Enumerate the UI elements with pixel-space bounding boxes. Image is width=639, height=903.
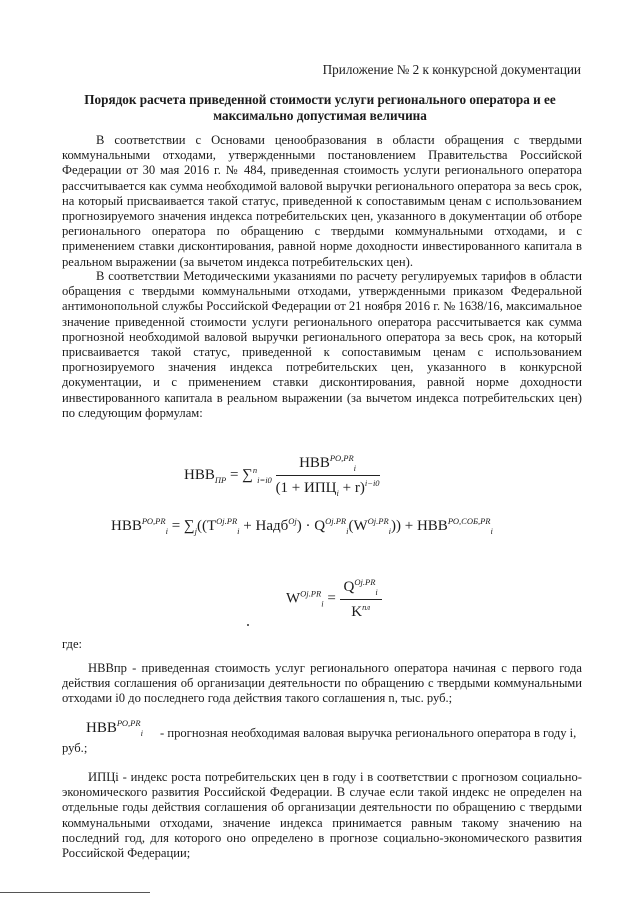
f2-t-sub: i <box>237 526 240 536</box>
f2-nadb-sup: Oj <box>288 516 297 526</box>
f1-eq: = ∑ <box>226 466 253 483</box>
f2-body: ((T <box>196 518 217 534</box>
f2-last-sup: РО,СОБ,PR <box>447 516 491 526</box>
f2-sum-sub: j <box>194 526 197 536</box>
scan-speck <box>247 624 249 626</box>
f3-lhs-sup: Oj.PR <box>300 588 322 599</box>
formula-npv <box>184 453 380 498</box>
f2-q: ) · Q <box>296 518 326 534</box>
document-title: Порядок расчета приведенной стоимости услуги регионального оператора и ее максимально допустимая величина <box>84 92 556 123</box>
f2-lhs: НВВ <box>111 518 142 534</box>
f1-numerator <box>276 453 380 476</box>
f1-num-text: НВВ <box>299 455 330 471</box>
f1-num-sup: РО,PR <box>329 453 354 463</box>
f2-lhs-sub: i <box>165 526 168 536</box>
f1-denominator <box>276 476 380 498</box>
d2-formula-text: НВВ <box>86 720 117 736</box>
f1-sum-sub: i=i0 <box>257 474 272 485</box>
f1-lhs-sub: ПР <box>214 474 227 485</box>
f1-lhs: НВВ <box>184 466 215 483</box>
formula-w <box>286 577 382 621</box>
f3-numerator <box>340 577 382 600</box>
f3-fraction <box>340 577 382 621</box>
f2-w-sup: Oj.PR <box>367 516 389 526</box>
f1-num-sub: i <box>353 463 357 473</box>
f2-q-sub: i <box>346 526 349 536</box>
f3-den-text: K <box>351 604 363 620</box>
definition-nvv-ro-text: - прогнозная необходимая валовая выручка регионального оператора в году i, <box>160 726 577 740</box>
f1-den-text: (1 + ИПЦ <box>275 480 337 496</box>
f2-nadb: + Надб <box>239 518 289 534</box>
paragraph-2: В соответствии Методическими указаниями по расчету регулируемых тарифов в области обращения с твердыми коммунальными отходами, утвержденными приказом Федеральной антимонопольной службы Российской Федерации от 21 ноября 2016 г. № 1638/16, максимальное значение приведенной стоимости услуги регионального оператора рассчитывается как сумма прогнозной необходимой валовой выручки регионального оператора за весь срок, на который присваивается такой статус, приведенной к сопоставимым ценам с использованием прогнозируемого значения индекса потребительских цен, указанного в конкурсной документации, и с применением ставки дисконтирования, равной норме доходности инвестированного капитала в реальном выражении (за вычетом индекса потребительских цен) по следующим формулам: <box>62 269 582 420</box>
f2-t-sup: Oj.PR <box>216 516 238 526</box>
annex-header: Приложение № 2 к конкурсной документации <box>322 62 581 77</box>
f2-last-sub: i <box>490 526 493 536</box>
d2-formula-sub: i <box>140 728 143 738</box>
f1-den-sup: i−i0 <box>364 478 380 488</box>
definition-nvv-ro-formula <box>86 718 143 738</box>
f2-q-sup: Oj.PR <box>325 516 347 526</box>
f2-close: )) + НВВ <box>391 518 448 534</box>
f3-num-sub: i <box>375 587 378 597</box>
paragraph-1: В соответствии с Основами ценообразования в области обращения с твердыми коммунальными отходами, утвержденными постановлением Правительства Российской Федерации от 30 мая 2016 г. № 484, приведенная стоимость услуги регионального оператора рассчитывается как сумма необходимой валовой выручки регионального оператора за весь срок, на который присваивается такой статус, приведенной к сопоставимым ценам с использованием прогнозируемого значения индекса потребительских цен, указанного в документации об отборе регионального оператора по обращению с твердыми коммунальными отходами, и с применением ставки дисконтирования, равной норме доходности инвестированного капитала в реальном выражении (за вычетом индекса потребительских цен). <box>62 133 582 269</box>
footnote-separator <box>0 892 150 893</box>
definition-nvv-pr: НВВпр - приведенная стоимость услуг регионального оператора начиная с первого года действия соглашения об организации деятельности по обращению с твердыми коммунальными отходами i0 до последнего года действия такого соглашения n, тыс. руб.; <box>62 661 582 706</box>
f2-w: (W <box>348 518 368 534</box>
f3-den-sup: пл <box>362 602 371 612</box>
f3-lhs-sub: i <box>321 598 324 609</box>
definition-nvv-ro-tail: руб.; <box>62 741 88 755</box>
f3-num-text: Q <box>343 579 355 595</box>
f2-w-sub: i <box>388 526 392 536</box>
f3-denominator <box>340 600 382 621</box>
definition-ipc: ИПЦi - индекс роста потребительских цен в году i в соответствии с прогнозом социально-экономического развития Российской Федерации. В случае если такой индекс не определен на отдельные годы действия соглашения об организации деятельности по обращению с твердыми коммунальными отходами, значение индекса принимается равным такому значению на последний год, для которого оно определено в прогнозе социально-экономического развития Российской Федерации; <box>62 770 582 861</box>
f3-num-sup: Oj.PR <box>354 577 376 587</box>
formula-nvv-ro <box>111 516 493 536</box>
f3-lhs: W <box>286 590 301 607</box>
f3-eq: = <box>323 590 340 607</box>
where-label: где: <box>62 637 83 651</box>
f1-fraction <box>276 453 380 498</box>
f1-sum-sup: n <box>252 464 258 475</box>
f1-den-tail: + r) <box>338 480 365 496</box>
f2-lhs-sup: РО,PR <box>141 516 166 526</box>
d2-formula-sup: РО,PR <box>116 718 141 728</box>
f1-den-sub: i <box>336 488 339 498</box>
f2-sum: = ∑ <box>167 518 195 534</box>
